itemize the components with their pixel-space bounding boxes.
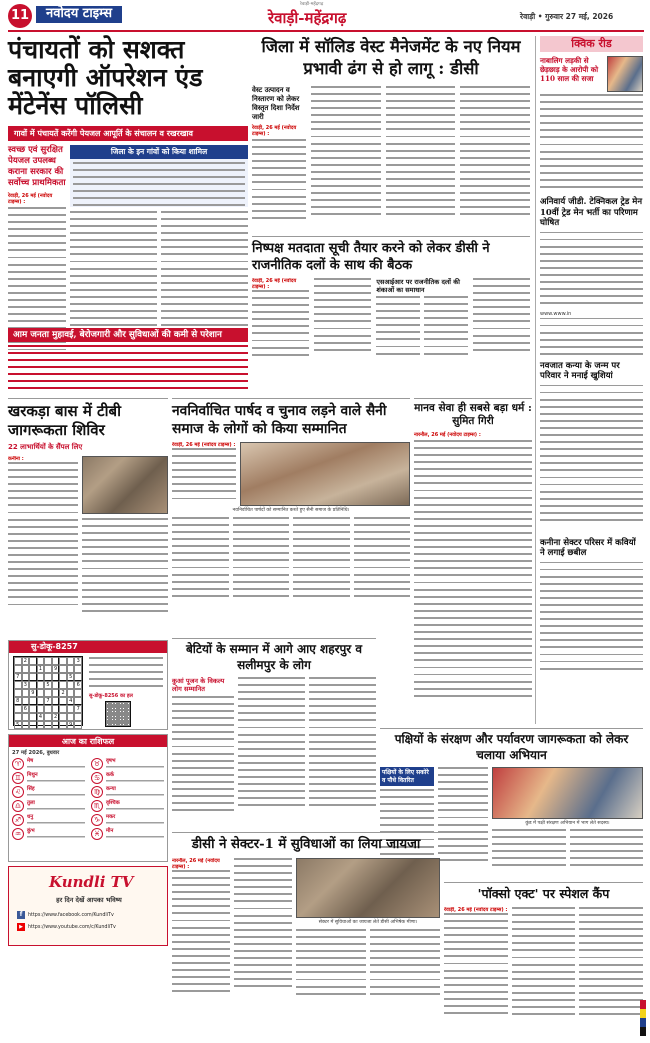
page-number-badge: 11: [8, 4, 32, 28]
zodiac-sign-icon: ♈: [12, 758, 24, 770]
sudoku-cell: 6: [74, 681, 82, 689]
sudoku-rules: [89, 657, 163, 691]
sudoku-cell: [67, 665, 75, 673]
sudoku-cell: [59, 705, 67, 713]
sudoku-cell: 6: [22, 705, 30, 713]
footer-color-strip: [640, 1000, 646, 1036]
quick-read-column: [535, 36, 643, 724]
zodiac-sign-icon: ♐: [12, 814, 24, 826]
quick-read-title: क्विक रीड: [540, 36, 643, 52]
sudoku-cell: [22, 689, 30, 697]
zodiac-item: [91, 758, 164, 770]
lead-right-story: [252, 36, 530, 232]
sudoku-cell: [22, 697, 30, 705]
sudoku-cell: [59, 681, 67, 689]
zodiac-item: [12, 772, 85, 784]
sudoku-cell: [37, 657, 45, 665]
sudoku-cell: 7: [44, 697, 52, 705]
sudoku-cell: 2: [22, 657, 30, 665]
dc-headline: डीसी ने सेक्टर-1 में सुविधाओं का लिया जायजा: [191, 837, 421, 852]
saini-body-3: [233, 517, 290, 607]
zodiac-sign-label: मेष: [27, 758, 34, 764]
camp-body-2: [82, 518, 168, 626]
lead-left-dateline: रेवाड़ी, 26 मई (नवोदय टाइम्स) :: [8, 193, 53, 205]
zodiac-item: [91, 800, 164, 812]
zodiac-text: [27, 806, 85, 812]
sudoku-cell: 1: [37, 665, 45, 673]
sudoku-cell: [44, 657, 52, 665]
rashifal-list: [9, 757, 167, 841]
sudoku-cell: [37, 689, 45, 697]
rashifal-title: आज का राशिफल: [9, 735, 167, 747]
sudoku-cell: [29, 721, 37, 729]
sudoku-cell: 7: [74, 705, 82, 713]
service-headline: मानव सेवा ही सबसे बड़ा धर्म : सुमित गिरी: [414, 402, 532, 427]
kundli-tagline: हर दिन देखें आपका भविष्य: [56, 896, 122, 904]
sudoku-cell: 5: [44, 681, 52, 689]
zodiac-item: [12, 758, 85, 770]
zodiac-text: [27, 834, 85, 840]
sudoku-cell: [44, 705, 52, 713]
sudoku-answer-title: सु-डोकू-8256 का हल: [89, 693, 133, 699]
sudoku-cell: [74, 689, 82, 697]
red-banner-body: [8, 345, 248, 391]
zodiac-sign-icon: ♒: [12, 828, 24, 840]
zodiac-text: [27, 764, 85, 770]
zodiac-item: [12, 800, 85, 812]
zodiac-item: [12, 828, 85, 840]
zodiac-sign-label: सिंह: [27, 786, 35, 792]
lead-left-subhead: गावों में पंचायतें करेंगी पेयजल आपूर्ति के संचालन व रखरखाव: [8, 126, 248, 141]
zodiac-text: [106, 778, 164, 784]
sudoku-cell: [37, 721, 45, 729]
quick-read-item-2-body-b: [540, 318, 643, 358]
lead-right-headline: जिला में सॉलिड वेस्ट मैनेजमेंट के नए नियम प्रभावी ढंग से हो लागू : डीसी: [261, 37, 521, 78]
dc-body-1: [172, 858, 230, 998]
kundli-logo: Kundli TV: [49, 873, 134, 891]
zodiac-text: [106, 764, 164, 770]
kundli-ad[interactable]: [8, 866, 168, 946]
masthead-rule: [8, 30, 644, 32]
quick-read-photo: [607, 56, 643, 92]
facebook-link[interactable]: f https://www.facebook.com/KundliTv: [17, 911, 114, 919]
quick-read-url[interactable]: www.www.in: [540, 310, 572, 317]
sudoku-cell: [52, 657, 60, 665]
sudoku-cell: [52, 721, 60, 729]
daughters-story: [172, 638, 376, 828]
sudoku-cell: [37, 697, 45, 705]
camp-body-1: [8, 456, 78, 626]
saini-body-5: [354, 517, 411, 607]
quick-read-item-2-headline: अनिवार्य जीडी. टेक्निकल ट्रेड मेन 10वीं ट्रेड मेन भर्ती का परिणाम घोषित: [540, 197, 643, 228]
sudoku-cell: [14, 665, 22, 673]
sudoku-cell: [52, 697, 60, 705]
sudoku-cell: [74, 697, 82, 705]
youtube-link[interactable]: ▶ https://www.youtube.com/c/KundliTv: [17, 923, 116, 931]
lead-right-body-1: [252, 139, 306, 224]
camp-photo: [82, 456, 168, 514]
zodiac-sign-label: मिथुन: [27, 772, 38, 778]
sudoku-cell: [59, 665, 67, 673]
sudoku-cell: [59, 657, 67, 665]
zodiac-sign-icon: ♓: [91, 828, 103, 840]
zodiac-sign-label: वृश्चिक: [106, 800, 120, 806]
sudoku-cell: 3: [74, 657, 82, 665]
pocso-body-3: [579, 907, 643, 1025]
sudoku-cell: [74, 673, 82, 681]
sudoku-cell: 9: [29, 689, 37, 697]
zodiac-sign-label: तुला: [27, 800, 35, 806]
zodiac-sign-icon: ♊: [12, 772, 24, 784]
lead-right-bullet: वेस्ट उत्पादन व निस्तारण को लेकर विस्तृत दिशा निर्देश जारी: [252, 86, 300, 121]
sudoku-cell: [59, 713, 67, 721]
service-body: [414, 440, 532, 720]
sudoku-cell: [59, 697, 67, 705]
sudoku-answer-cell: [127, 723, 130, 726]
saini-body-2: [172, 517, 229, 607]
sudoku-cell: [22, 721, 30, 729]
sudoku-cell: [44, 721, 52, 729]
sudoku-cell: [29, 665, 37, 673]
sudoku-cell: [52, 705, 60, 713]
zodiac-item: [91, 828, 164, 840]
camp-dateline: कनीना :: [8, 456, 24, 462]
birds-photo: [492, 767, 643, 819]
zodiac-sign-label: वृषभ: [106, 758, 116, 764]
rashifal-box: [8, 734, 168, 862]
zodiac-text: [106, 792, 164, 798]
dc-dateline: नारनौल, 26 मई (नवोदय टाइम्स) :: [172, 858, 220, 870]
lead-right-dateline: रेवाड़ी, 26 मई (नवोदय टाइम्स) :: [252, 125, 297, 137]
zodiac-sign-icon: ♑: [91, 814, 103, 826]
sudoku-grid: [13, 656, 83, 726]
saini-photo: [240, 442, 410, 506]
sudoku-cell: [29, 713, 37, 721]
election-body-3: [376, 296, 420, 360]
election-bullet: एसआईआर पर राजनीतिक दलों की शंकाओं का समाधान: [376, 278, 460, 294]
sudoku-cell: [14, 713, 22, 721]
lead-right-body-4: [460, 86, 530, 226]
camp-headline: खरकड़ा बास में टीबी जागरूकता शिविर: [8, 402, 121, 439]
sudoku-cell: 9: [67, 721, 75, 729]
sudoku-cell: 5: [14, 721, 22, 729]
saini-body-1: [172, 442, 236, 506]
sudoku-cell: [67, 657, 75, 665]
sudoku-cell: [74, 713, 82, 721]
birds-body-3: [492, 829, 566, 869]
daughters-body-3: [309, 677, 376, 817]
lead-right-body-2: [311, 86, 381, 226]
zodiac-sign-icon: ♉: [91, 758, 103, 770]
zodiac-item: [12, 786, 85, 798]
saini-headline: नवनिर्वाचित पार्षद व चुनाव लड़ने वाले सैनी समाज के लोगों को किया सम्मानित: [172, 403, 387, 437]
masthead: [0, 0, 650, 32]
dc-body-3: [296, 929, 366, 999]
zodiac-sign-icon: ♋: [91, 772, 103, 784]
sudoku-cell: [22, 665, 30, 673]
sudoku-cell: [44, 673, 52, 681]
election-dateline: रेवाड़ी, 26 मई (नवोदय टाइम्स) :: [252, 278, 297, 290]
sudoku-title: सु-डोकू-8257: [9, 641, 167, 653]
quick-read-item-4-body: [540, 562, 643, 682]
election-headline: निष्पक्ष मतदाता सूची तैयार करने को लेकर डीसी ने राजनीतिक दलों के साथ की बैठक: [252, 241, 490, 273]
sudoku-cell: [22, 713, 30, 721]
zodiac-text: [106, 834, 164, 840]
sudoku-cell: [67, 705, 75, 713]
pocso-body-1: [444, 907, 508, 1025]
birds-headline: पक्षियों के संरक्षण और पर्यावरण जागरूकता को लेकर चलाया अभियान: [394, 732, 629, 762]
red-banner-title: आम जनता मुहावई, बेरोजगारी और सुविधाओं की कमी से परेशान: [8, 328, 248, 342]
birds-bullet: पक्षियों के लिए सकोरे व पौधे वितरित: [380, 767, 434, 786]
sudoku-cell: [44, 665, 52, 673]
zodiac-item: [91, 772, 164, 784]
sudoku-cell: 4: [37, 713, 45, 721]
election-body-2: [314, 278, 371, 358]
sudoku-cell: 9: [52, 665, 60, 673]
dc-photo: [296, 858, 440, 918]
daughters-headline: बेटियों के सम्मान में आगे आए शहरपुर व सलीमपुर के लोग: [185, 642, 363, 672]
sudoku-cell: [37, 705, 45, 713]
birds-body-2: [438, 767, 488, 871]
quick-read-item-1-headline: नाबालिग लड़की से छेड़छाड़ के आरोपी को 110 साल की सजा: [540, 56, 599, 83]
zodiac-item: [91, 786, 164, 798]
lead-left-box-body: [70, 159, 248, 207]
sudoku-cell: [52, 689, 60, 697]
lead-left-story: [8, 36, 248, 326]
sudoku-cell: 2: [59, 689, 67, 697]
service-story: [414, 398, 532, 724]
saini-caption: नवनिर्वाचित पार्षदों को सम्मानित करते हुए सैनी समाज के प्रतिनिधि।: [232, 508, 350, 513]
sudoku-cell: [67, 713, 75, 721]
sudoku-cell: [14, 657, 22, 665]
lead-right-body-3: [386, 86, 456, 226]
masthead-small-center: रेवाड़ी-महेंद्रगढ़: [300, 2, 324, 7]
sudoku-cell: 7: [14, 673, 22, 681]
birds-body-4: [570, 829, 644, 869]
sudoku-cell: 5: [67, 673, 75, 681]
zodiac-sign-icon: ♍: [91, 786, 103, 798]
sudoku-cell: [59, 673, 67, 681]
quick-read-item-1-body: [540, 94, 643, 194]
election-body-4: [424, 296, 468, 360]
sudoku-cell: [44, 713, 52, 721]
election-body-5: [473, 278, 530, 358]
service-dateline: नारनौल, 26 मई (नवोदय टाइम्स) :: [414, 432, 481, 438]
sudoku-cell: [37, 681, 45, 689]
zodiac-item: [91, 814, 164, 826]
zodiac-text: [27, 778, 85, 784]
dc-caption: सेक्टर में सुविधाओं का जायजा लेते डीसी अभिषेक मीणा।: [318, 920, 418, 925]
zodiac-sign-label: कन्या: [106, 786, 116, 792]
zodiac-text: [106, 806, 164, 812]
zodiac-text: [106, 820, 164, 826]
zodiac-text: [27, 792, 85, 798]
lead-left-headline: पंचायतों को सशक्त बनाएगी ऑपरेशन एंड मेंटेनेंस पॉलिसी: [8, 35, 203, 120]
saini-story: [172, 398, 410, 634]
election-story: [252, 236, 530, 360]
sudoku-cell: [29, 681, 37, 689]
youtube-icon: ▶: [17, 923, 25, 931]
sudoku-cell: [29, 673, 37, 681]
red-banner-story: [8, 328, 248, 390]
dc-body-4: [370, 929, 440, 999]
sudoku-cell: [29, 705, 37, 713]
pocso-body-2: [512, 907, 576, 1025]
zodiac-text: [27, 820, 85, 826]
zodiac-sign-label: मीन: [106, 828, 114, 834]
quick-read-item-4-headline: कनीना सेक्टर परिसर में कवियों ने लगाई छबील: [540, 537, 636, 558]
section-tag: रेवाड़ी-महेंद्रगढ़: [268, 9, 347, 27]
facebook-icon: f: [17, 911, 25, 919]
sudoku-cell: [67, 681, 75, 689]
quick-read-item-3-body: [540, 385, 643, 535]
sudoku-cell: [22, 673, 30, 681]
sudoku-cell: [29, 657, 37, 665]
sudoku-cell: [37, 673, 45, 681]
sudoku-cell: [59, 721, 67, 729]
birds-caption: कुंड में पक्षी संरक्षण अभियान में भाग लेते सदस्य।: [525, 821, 610, 826]
lead-left-bullet: स्वच्छ एवं सुरक्षित पेयजल उपलब्ध कराना सरकार की सर्वोच्च प्राथमिकता: [8, 145, 66, 188]
paper-name: नवोदय टाइम्स: [36, 6, 122, 23]
dc-story: [172, 832, 440, 1036]
sudoku-cell: [74, 665, 82, 673]
zodiac-sign-label: मकर: [106, 814, 116, 820]
sudoku-cell: [67, 689, 75, 697]
sudoku-cell: 2: [52, 713, 60, 721]
zodiac-sign-label: कुंभ: [27, 828, 35, 834]
pocso-story: [444, 882, 643, 1036]
sudoku-cell: [44, 689, 52, 697]
saini-body-4: [293, 517, 350, 607]
quick-read-item-3-headline: नवजात कन्या के जन्म पर परिवार ने मनाई खुशियां: [540, 360, 620, 381]
sudoku-cell: [14, 689, 22, 697]
daughters-body-2: [238, 677, 305, 817]
pocso-dateline: रेवाड़ी, 26 मई (नवोदय टाइम्स) :: [444, 907, 508, 913]
zodiac-sign-label: कर्क: [106, 772, 114, 778]
sudoku-cell: 3: [22, 681, 30, 689]
election-body-1: [252, 278, 309, 358]
sudoku-cell: 4: [67, 697, 75, 705]
sudoku-cell: [52, 681, 60, 689]
camp-story: [8, 398, 168, 634]
saini-dateline: रेवाड़ी, 26 मई (नवोदय टाइम्स) :: [172, 442, 236, 448]
daughters-body-1: [172, 696, 234, 818]
zodiac-sign-icon: ♎: [12, 800, 24, 812]
sudoku-answer-grid: [105, 701, 131, 727]
sudoku-cell: [29, 697, 37, 705]
sudoku-cell: [14, 681, 22, 689]
camp-bullet: 22 लाभार्थियों के सैंपल लिए: [8, 443, 83, 451]
pocso-headline: 'पॉक्सो एक्ट' पर स्पेशल कैंप: [477, 886, 610, 901]
zodiac-item: [12, 814, 85, 826]
zodiac-sign-icon: ♌: [12, 786, 24, 798]
lead-left-box-title: जिला के इन गांवों को किया शामिल: [70, 145, 248, 159]
rashifal-date: 27 मई 2026, बुधवार: [12, 750, 60, 756]
zodiac-sign-icon: ♏: [91, 800, 103, 812]
sudoku-box: [8, 640, 168, 730]
quick-read-item-2-body: [540, 232, 643, 310]
sudoku-cell: [74, 721, 82, 729]
daughters-bullet: कुआं पूजन के विकल्प लोग सम्मानित: [172, 677, 225, 693]
dc-body-2: [234, 858, 292, 998]
sudoku-cell: [14, 705, 22, 713]
zodiac-sign-label: धनु: [27, 814, 34, 820]
sudoku-cell: 8: [14, 697, 22, 705]
edition-date: रेवाड़ी • गुरुवार 27 मई, 2026: [520, 12, 614, 21]
sudoku-cell: [52, 673, 60, 681]
